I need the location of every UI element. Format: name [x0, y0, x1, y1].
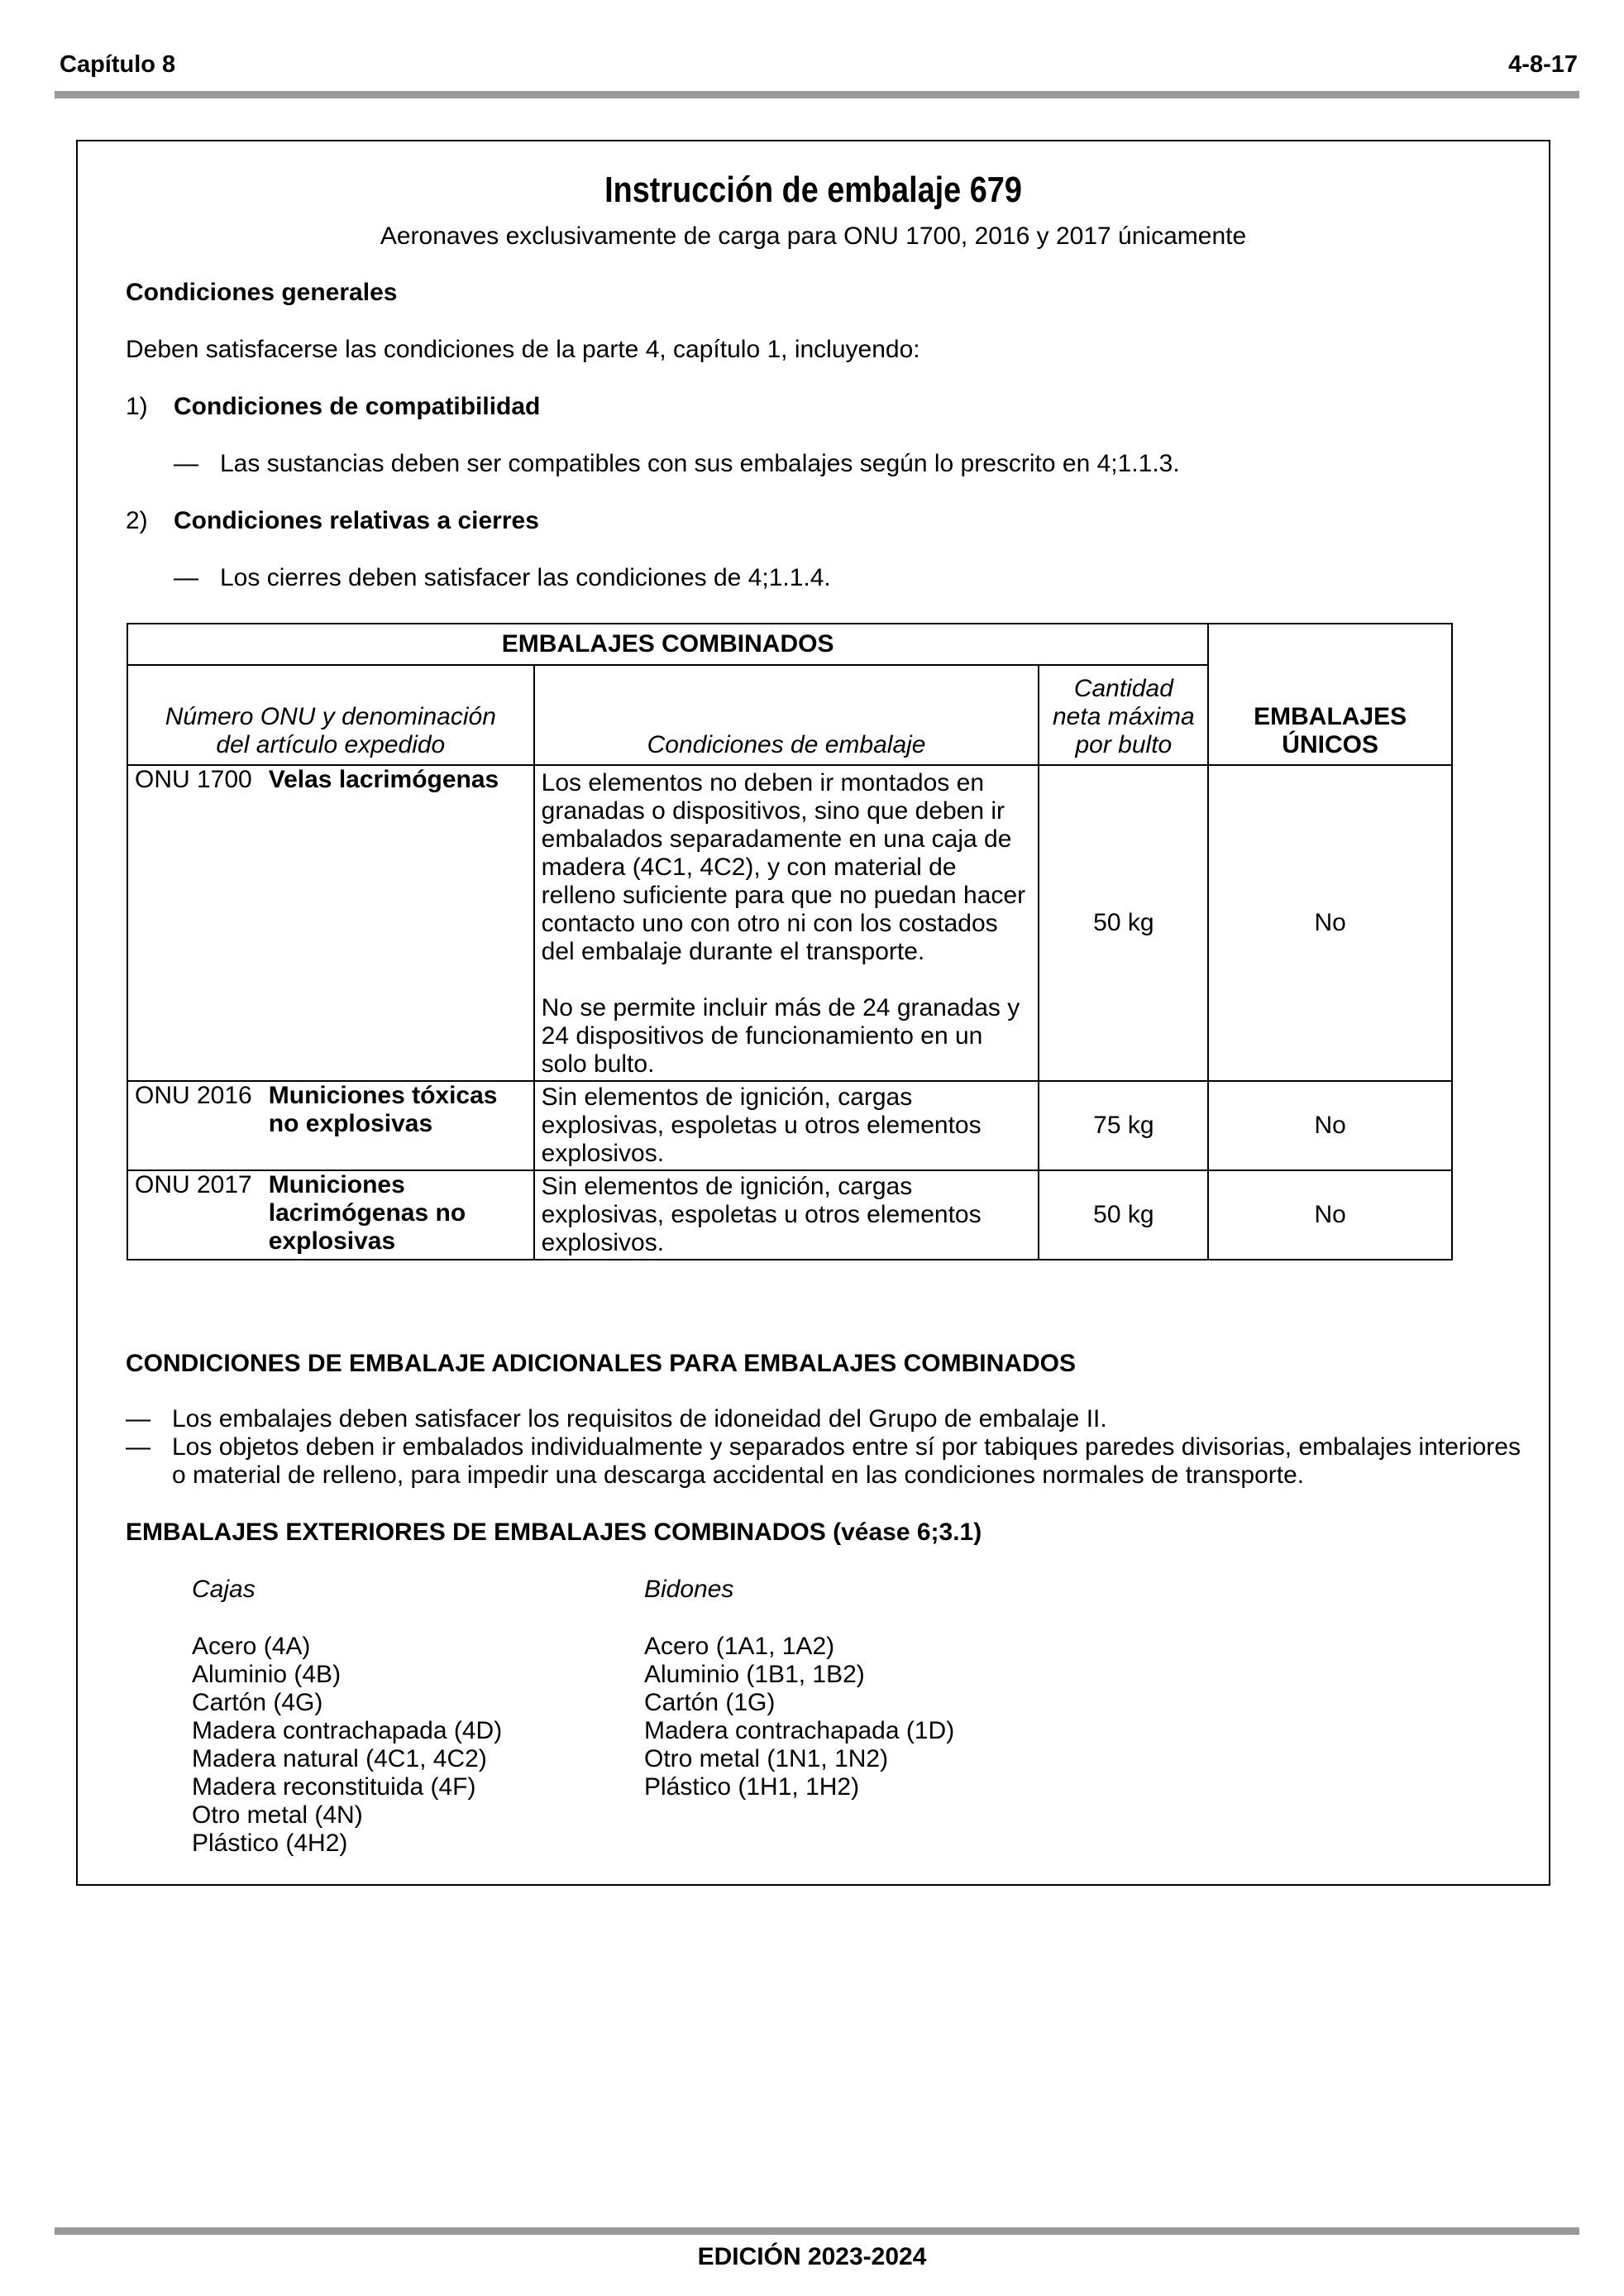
qty-cell: 75 kg [1039, 1081, 1208, 1170]
list-item: Cartón (4G) [192, 1689, 323, 1716]
article-name: Municiones lacrimógenas no explosivas [268, 1171, 466, 1255]
list-item: Plástico (1H1, 1H2) [644, 1773, 860, 1801]
instruction-title: Instrucción de embalaje 679 [604, 170, 1022, 210]
dash-mark: — [126, 1405, 150, 1433]
footer-rule [55, 2227, 1579, 2235]
boxes-heading: Cajas [192, 1576, 256, 1603]
condition-1-item: Las sustancias deben ser compatibles con sus embalajes según lo prescrito en 4;1.1.3. [220, 450, 1180, 477]
boxes-list [192, 1633, 502, 1858]
list-item: Otro metal (1N1, 1N2) [644, 1745, 889, 1772]
list-item: Acero (1A1, 1A2) [644, 1633, 835, 1660]
single-cell: No [1208, 1170, 1452, 1260]
un-cell [127, 765, 534, 1081]
table-row [127, 765, 1452, 1081]
general-heading: Condiciones generales [126, 279, 398, 306]
additional-item-text: Los embalajes deben satisfacer los requisitos de idoneidad del Grupo de embalaje II. [172, 1405, 1107, 1433]
instruction-subtitle: Aeronaves exclusivamente de carga para ONU 1700, 2016 y 2017 únicamente [380, 222, 1247, 250]
combined-header: EMBALAJES COMBINADOS [127, 624, 1208, 665]
article-name: Velas lacrimógenas [268, 766, 499, 793]
conditions-cell [534, 1081, 1039, 1170]
condition-2-dash: — [174, 564, 198, 591]
single-cell: No [1208, 1081, 1452, 1170]
outer-heading: EMBALAJES EXTERIORES DE EMBALAJES COMBINADOS (véase 6;3.1) [126, 1519, 982, 1546]
table-header-row [127, 624, 1452, 665]
list-item: Madera contrachapada (4D) [192, 1717, 503, 1744]
drums-heading: Bidones [644, 1576, 734, 1603]
packing-table [127, 623, 1453, 1260]
un-cell [127, 1170, 534, 1260]
qty-cell: 50 kg [1039, 765, 1208, 1081]
qty-header-line2: neta máxima [1052, 703, 1195, 730]
un-number: ONU 2016 [135, 1082, 252, 1109]
condition-1-number: 1) [126, 393, 148, 420]
un-number: ONU 2017 [135, 1171, 252, 1198]
single-cell: No [1208, 765, 1452, 1081]
un-number: ONU 1700 [135, 766, 252, 793]
condition-text: Sin elementos de ignición, cargas explosivas, espoletas u otros elementos explosivos. [541, 1083, 982, 1167]
list-item: Acero (4A) [192, 1633, 311, 1660]
chapter-label: Capítulo 8 [60, 51, 176, 78]
condition-2-item: Los cierres deben satisfacer las condiciones de 4;1.1.4. [220, 564, 831, 591]
list-item: Aluminio (1B1, 1B2) [644, 1661, 865, 1688]
condition-text: Sin elementos de ignición, cargas explosivas, espoletas u otros elementos explosivos. [541, 1173, 982, 1256]
list-item: Madera reconstituida (4F) [192, 1773, 476, 1801]
edition-label: EDICIÓN 2023-2024 [697, 2243, 927, 2270]
condition-text: Los elementos no deben ir montados en granadas o dispositivos, sino que deben ir embalados separadamente en una caja de madera (4C1, 4C2), y con material de relleno suficiente para que no puedan hacer contacto uno con otro ni con los costados del embalaje durante el transporte. [541, 769, 1026, 965]
conditions-cell [534, 1170, 1039, 1260]
condition-1-heading: Condiciones de compatibilidad [174, 393, 541, 420]
general-intro: Deben satisfacerse las condiciones de la parte 4, capítulo 1, incluyendo: [126, 336, 920, 363]
list-item: Madera natural (4C1, 4C2) [192, 1745, 487, 1772]
instruction-box [76, 140, 1550, 1886]
un-header-line2: del artículo expedido [216, 731, 446, 758]
un-header [127, 665, 534, 765]
header-rule [55, 91, 1579, 98]
qty-header [1039, 665, 1208, 765]
dash-mark: — [126, 1433, 150, 1461]
drums-list [644, 1633, 954, 1801]
list-item: Cartón (1G) [644, 1689, 776, 1716]
qty-header-line3: por bulto [1075, 731, 1173, 758]
additional-heading: CONDICIONES DE EMBALAJE ADICIONALES PARA EMBALAJES COMBINADOS [126, 1350, 1076, 1377]
list-item: Otro metal (4N) [192, 1801, 363, 1829]
page-number: 4-8-17 [1508, 51, 1578, 78]
single-header-line2: ÚNICOS [1282, 731, 1378, 758]
single-header [1208, 624, 1452, 765]
condition-text: No se permite incluir más de 24 granadas y 24 dispositivos de funcionamiento en un solo bulto. [541, 994, 1020, 1078]
un-cell [127, 1081, 534, 1170]
list-item: Plástico (4H2) [192, 1830, 348, 1857]
condition-2-number: 2) [126, 507, 148, 534]
conditions-header: Condiciones de embalaje [534, 665, 1039, 765]
condition-2-heading: Condiciones relativas a cierres [174, 507, 539, 534]
conditions-cell [534, 765, 1039, 1081]
un-header-line1: Número ONU y denominación [165, 703, 496, 730]
additional-item-text: Los objetos deben ir embalados individualmente y separados entre sí por tabiques paredes divisorias, embalajes interiores o material de relleno, para impedir una descarga accidental en las condiciones normales de transporte. [172, 1433, 1521, 1489]
qty-cell: 50 kg [1039, 1170, 1208, 1260]
table-row [127, 1081, 1452, 1170]
qty-header-line1: Cantidad [1073, 675, 1173, 702]
condition-1-dash: — [174, 450, 198, 477]
single-header-line1: EMBALAJES [1254, 703, 1407, 730]
table-row [127, 1170, 1452, 1260]
list-item: Aluminio (4B) [192, 1661, 342, 1688]
article-name: Municiones tóxicas no explosivas [268, 1082, 498, 1137]
list-item: Madera contrachapada (1D) [644, 1717, 955, 1744]
